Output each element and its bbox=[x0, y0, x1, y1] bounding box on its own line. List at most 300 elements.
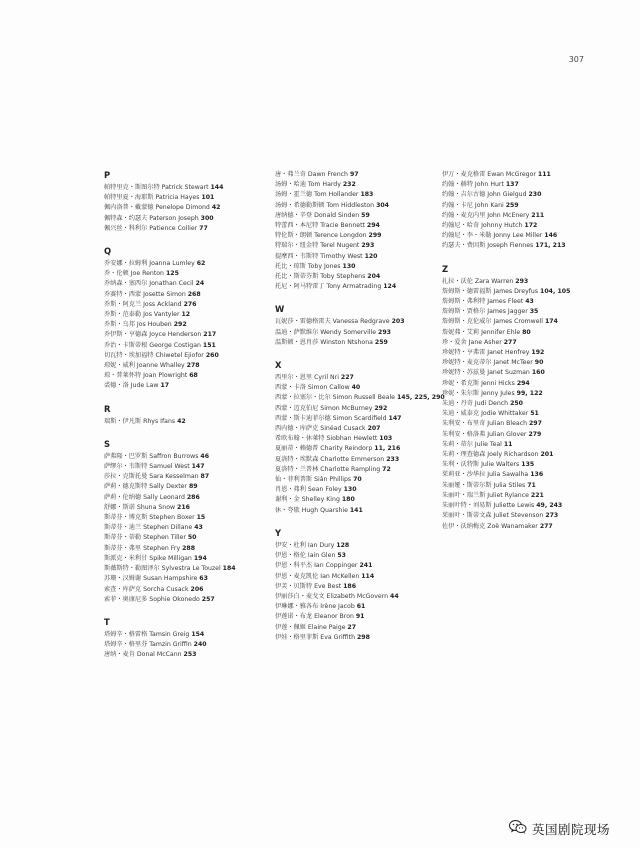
entry-pages: 87 bbox=[200, 473, 210, 481]
entry-name: 约翰・麦克内里 John McEnery bbox=[442, 211, 530, 219]
entry-name: 斯蒂芬・弗里 Stephen Fry bbox=[104, 544, 181, 552]
entry-pages: 53 bbox=[337, 552, 346, 560]
entry-name: 裘德・洛 Jude Law bbox=[104, 382, 159, 390]
index-entry bbox=[104, 554, 274, 564]
index-entry bbox=[442, 307, 592, 317]
index-entry bbox=[275, 495, 451, 505]
index-entry bbox=[275, 633, 451, 643]
entry-pages: 294 bbox=[516, 379, 530, 387]
index-section bbox=[104, 404, 274, 427]
entry-name: 约瑟夫・费因斯 Joseph Fiennes bbox=[442, 242, 534, 250]
index-column-3 bbox=[442, 170, 592, 544]
entry-name: 扎拉・沃伦 Zara Warren bbox=[442, 277, 514, 285]
entry-pages: 70 bbox=[353, 476, 362, 484]
entry-name: 珍・爱舍 Jane Asher bbox=[442, 338, 502, 346]
index-entry bbox=[104, 574, 274, 584]
index-entry bbox=[275, 424, 451, 434]
entry-pages: 233 bbox=[386, 455, 400, 463]
entry-pages: 141 bbox=[349, 506, 363, 514]
index-entry bbox=[104, 630, 274, 640]
index-entry bbox=[442, 368, 592, 378]
index-entry bbox=[275, 475, 451, 485]
index-entry bbox=[275, 211, 451, 221]
entry-pages: 44 bbox=[390, 592, 399, 600]
entry-name: 莎拉・克斯托曼 Sara Kesselman bbox=[104, 473, 199, 481]
entry-name: 瓦妮莎・雷德格雷夫 Vanessa Redgrave bbox=[275, 318, 390, 326]
index-entry bbox=[442, 180, 592, 190]
index-entry bbox=[442, 287, 592, 297]
index-entry bbox=[104, 224, 274, 234]
entry-pages: 232 bbox=[342, 181, 356, 189]
entry-name: 特蕾西・本尼特 Tracie Bennett bbox=[275, 222, 365, 230]
entry-name: 朱利安・布里奇 Julian Bleach bbox=[442, 420, 528, 428]
entry-pages: 292 bbox=[374, 404, 388, 412]
entry-pages: 51 bbox=[530, 410, 539, 418]
entry-name: 伊万・麦克格雷 Ewan McGregor bbox=[442, 171, 536, 178]
entry-pages: 174 bbox=[544, 318, 558, 326]
entry-name: 乔・伦顿 Joe Renton bbox=[104, 270, 164, 278]
entry-name: 詹姆斯・贾格尔 James Jagger bbox=[442, 308, 528, 316]
entry-name: 佐伊・沃纳梅克 Zoë Wanamaker bbox=[442, 522, 538, 530]
index-entry bbox=[275, 623, 451, 633]
index-entry bbox=[442, 511, 592, 521]
entry-pages: 136 bbox=[530, 471, 544, 479]
entry-name: 朱利安・格洛弗 Julian Glover bbox=[442, 430, 527, 438]
entry-pages: 40 bbox=[351, 384, 361, 392]
index-entry bbox=[442, 481, 592, 491]
entry-name: 提摩西・韦斯特 Timothy West bbox=[275, 252, 363, 260]
entry-pages: 257 bbox=[201, 595, 215, 603]
entry-name: 伊琳娜・雅各布 Irène Jacob bbox=[275, 603, 355, 611]
entry-pages: 259 bbox=[374, 338, 388, 346]
index-entry bbox=[442, 231, 592, 241]
entry-pages: 300 bbox=[200, 214, 214, 222]
entry-pages: 293 bbox=[378, 328, 391, 336]
entry-name: 琼・普莱怀特 Joan Plowright bbox=[104, 372, 188, 380]
entry-pages: 15 bbox=[196, 514, 206, 522]
entry-name: 斯派克・米利甘 Spike Milligan bbox=[104, 554, 192, 562]
entry-name: 詹姆斯・弗利特 James Fleet bbox=[442, 298, 524, 306]
entry-name: 朱利・沃特斯 Julie Walters bbox=[442, 461, 520, 469]
index-entry bbox=[104, 585, 274, 595]
entry-name: 休・夸歇 Hugh Quarshie bbox=[275, 506, 348, 514]
entry-name: 苏珊・汉姆谢 Susan Hampshire bbox=[104, 575, 198, 583]
entry-pages: 97 bbox=[349, 171, 359, 178]
index-entry bbox=[104, 523, 274, 533]
index-entry bbox=[442, 491, 592, 501]
entry-pages: 268 bbox=[187, 290, 201, 298]
entry-name: 斯蒂芬・蒂勒 Stephen Tiller bbox=[104, 534, 186, 542]
entry-pages: 103 bbox=[379, 435, 393, 443]
entry-pages: 130 bbox=[342, 262, 356, 270]
entry-pages: 203 bbox=[391, 318, 405, 326]
index-entry bbox=[442, 379, 592, 389]
entry-name: 希欧布翰・休莱特 Siobhan Hewlett bbox=[275, 435, 378, 443]
section-letter: R bbox=[104, 403, 111, 414]
entry-name: 索查・库萨克 Sorcha Cusack bbox=[104, 585, 189, 593]
entry-pages: 114 bbox=[361, 572, 375, 580]
index-entry bbox=[275, 612, 451, 622]
index-entry bbox=[442, 399, 592, 409]
entry-pages: 241 bbox=[359, 562, 373, 570]
entry-name: 朱丽娅・斯蒂尔斯 Julia Stiles bbox=[442, 481, 526, 489]
entry-name: 夏丽蒂・赖德普 Charity Reindorp bbox=[275, 445, 373, 453]
entry-pages: 89 bbox=[188, 483, 198, 491]
index-entry bbox=[275, 231, 451, 241]
entry-name: 琼妮・威利 Joanne Whalley bbox=[104, 362, 185, 370]
entry-name: 唐纳德・辛登 Donald Sinden bbox=[275, 211, 360, 219]
entry-name: 詹妮弗・艾莉 Jennifer Ehle bbox=[442, 328, 521, 336]
index-section bbox=[275, 528, 451, 643]
entry-name: 佩兴丝・科利尔 Patience Collier bbox=[104, 224, 198, 232]
entry-pages: 227 bbox=[340, 374, 354, 382]
entry-name: 珍妮特・苏兹曼 Janet Suzman bbox=[442, 369, 530, 377]
index-entry bbox=[275, 190, 451, 200]
entry-name: 乔斯・范泰勒 Jos Vantyler bbox=[104, 311, 180, 319]
index-section bbox=[104, 170, 274, 234]
footer-watermark bbox=[508, 819, 610, 838]
index-section bbox=[104, 617, 274, 661]
entry-pages: 172 bbox=[524, 222, 538, 230]
entry-name: 乔斯・阿克兰 Joss Ackland bbox=[104, 300, 182, 308]
entry-name: 伊莲诺・布龙 Eleanor Bron bbox=[275, 613, 354, 621]
entry-name: 特瑞尔・纽金特 Terel Nugent bbox=[275, 242, 360, 250]
index-entry bbox=[275, 551, 451, 561]
entry-pages: 120 bbox=[364, 252, 378, 260]
entry-name: 汤姆・哈迪 Tom Hardy bbox=[275, 181, 341, 189]
entry-name: 夏洛特・兰普林 Charlotte Rampling bbox=[275, 465, 381, 473]
index-entry bbox=[442, 241, 592, 251]
entry-name: 乔伊斯・亨德森 Joyce Henderson bbox=[104, 331, 202, 339]
entry-name: 伊芙・贝斯特 Eve Best bbox=[275, 582, 342, 590]
index-entry bbox=[275, 602, 451, 612]
section-letter: S bbox=[104, 438, 111, 449]
index-entry bbox=[104, 452, 274, 462]
entry-pages: 17 bbox=[160, 382, 170, 390]
index-entry bbox=[442, 358, 592, 368]
entry-pages: 71 bbox=[527, 481, 536, 489]
entry-pages: 278 bbox=[186, 362, 200, 370]
index-entry bbox=[104, 462, 274, 472]
footer-text: 英国剧院现场 bbox=[532, 821, 611, 837]
entry-name: 斯薇斯特・勒图泽尔 Sylvestra Le Touzel bbox=[104, 565, 221, 573]
entry-name: 萨缪尔・韦斯特 Samuel West bbox=[104, 463, 190, 471]
index-entry bbox=[104, 417, 274, 427]
index-entry bbox=[104, 320, 274, 330]
index-entry bbox=[104, 269, 274, 279]
index-entry bbox=[442, 170, 592, 180]
entry-name: 温迪・萨默维尔 Wendy Somerville bbox=[275, 328, 377, 336]
entry-pages: 11 bbox=[503, 440, 513, 448]
entry-pages: 145, 225, 290 bbox=[396, 394, 445, 402]
entry-name: 伊恩・科平杰 Ian Coppinger bbox=[275, 562, 358, 570]
entry-name: 朱丽叶特・刘易斯 Juliette Lewis bbox=[442, 502, 535, 510]
entry-name: 詹姆斯・德雷福斯 James Dreyfus bbox=[442, 287, 539, 295]
entry-pages: 42 bbox=[177, 417, 186, 425]
entry-pages: 240 bbox=[193, 641, 207, 649]
entry-pages: 192 bbox=[531, 349, 545, 357]
entry-pages: 61 bbox=[356, 603, 366, 611]
index-entry bbox=[442, 419, 592, 429]
entry-name: 朱莉・理查德森 Joely Richardson bbox=[442, 451, 539, 459]
entry-name: 谢利・金 Shelley King bbox=[275, 496, 340, 504]
index-entry bbox=[442, 297, 592, 307]
entry-name: 乔赛特・西蒙 Josette Simon bbox=[104, 290, 186, 298]
section-letter: P bbox=[104, 170, 111, 180]
index-entry bbox=[442, 277, 592, 287]
entry-name: 乔纳森・塞西尔 Jonathan Cecil bbox=[104, 280, 194, 288]
entry-pages: 206 bbox=[190, 585, 204, 593]
index-entry bbox=[275, 282, 451, 292]
index-section bbox=[275, 304, 451, 348]
entry-pages: 46 bbox=[200, 452, 210, 460]
entry-pages: 160 bbox=[531, 369, 545, 377]
entry-pages: 12 bbox=[181, 311, 191, 319]
entry-pages: 286 bbox=[186, 493, 200, 501]
entry-name: 帕特里克・斯图尔特 Patrick Stewart bbox=[104, 184, 209, 191]
index-entry bbox=[275, 221, 451, 231]
index-entry bbox=[104, 513, 274, 523]
entry-name: 西蒙・斯卡迪菲尔德 Simon Scardifield bbox=[275, 414, 387, 422]
entry-name: 斯蒂芬・博克斯 Stephen Boxer bbox=[104, 514, 195, 522]
entry-pages: 35 bbox=[529, 308, 539, 316]
entry-name: 乔斯・乌邦 Jos Houben bbox=[104, 321, 172, 329]
index-entry bbox=[275, 272, 451, 282]
entry-name: 约翰尼・哈奇 Johnny Hutch bbox=[442, 222, 523, 230]
entry-name: 佩特森・约瑟夫 Paterson Joseph bbox=[104, 214, 199, 222]
entry-pages: 299 bbox=[368, 232, 382, 240]
entry-pages: 217 bbox=[203, 331, 217, 339]
index-entry bbox=[104, 564, 274, 574]
entry-name: 唐・弗兰奇 Dawn French bbox=[275, 171, 348, 178]
entry-pages: 259 bbox=[505, 201, 519, 209]
entry-name: 乔治・卡斯蒂根 George Costigan bbox=[104, 341, 201, 349]
index-entry bbox=[104, 310, 274, 320]
entry-pages: 124 bbox=[383, 283, 397, 291]
entry-name: 西蒙・迈克伯尼 Simon McBurney bbox=[275, 404, 373, 412]
index-entry bbox=[104, 330, 274, 340]
entry-name: 汤姆・霍兰德 Tom Hollander bbox=[275, 191, 359, 199]
entry-name: 伊莲・佩姬 Elaine Paige bbox=[275, 623, 346, 631]
entry-pages: 146 bbox=[544, 232, 558, 240]
entry-pages: 99, 122 bbox=[516, 389, 543, 397]
entry-pages: 147 bbox=[388, 414, 402, 422]
index-entry bbox=[275, 572, 451, 582]
entry-pages: 68 bbox=[189, 372, 198, 380]
entry-pages: 59 bbox=[361, 211, 370, 219]
index-entry bbox=[275, 485, 451, 495]
entry-pages: 27 bbox=[347, 623, 357, 631]
entry-name: 茱丽叶・斯蒂文森 Juliet Stevenson bbox=[442, 512, 544, 520]
entry-name: 切瓦特・埃加福特 Chiwetel Ejiofor bbox=[104, 351, 204, 359]
entry-pages: 292 bbox=[173, 321, 187, 329]
entry-pages: 50 bbox=[187, 534, 197, 542]
entry-name: 塔姆辛・格里芬 Tamzin Griffin bbox=[104, 641, 192, 649]
entry-name: 瑞斯・伊凡斯 Rhys Ifans bbox=[104, 417, 176, 425]
wechat-icon bbox=[508, 819, 528, 838]
index-section bbox=[104, 246, 274, 392]
index-entry bbox=[104, 183, 274, 193]
entry-pages: 293 bbox=[361, 242, 375, 250]
entry-pages: 144 bbox=[210, 184, 224, 191]
entry-pages: 91 bbox=[355, 613, 365, 621]
index-section bbox=[275, 360, 451, 516]
entry-pages: 171, 213 bbox=[535, 242, 566, 250]
entry-name: 伊丽莎白・麦戈文 Elizabeth McGovern bbox=[275, 592, 389, 600]
entry-name: 约翰・吉尔古德 John Gielgud bbox=[442, 191, 527, 199]
index-entry bbox=[275, 414, 451, 424]
entry-name: 西蒙・拉塞尔・比尔 Simon Russell Beale bbox=[275, 394, 395, 402]
entry-pages: 288 bbox=[182, 544, 196, 552]
entry-name: 詹姆斯・克伦威尔 James Cromwell bbox=[442, 318, 543, 326]
index-entry bbox=[275, 170, 451, 180]
index-entry bbox=[275, 404, 451, 414]
entry-pages: 11, 216 bbox=[374, 445, 401, 453]
section-letter: T bbox=[104, 616, 110, 627]
index-entry bbox=[104, 544, 274, 554]
entry-name: 西里尔・恩里 Cyril Nri bbox=[275, 374, 339, 382]
entry-pages: 43 bbox=[194, 524, 203, 532]
entry-name: 温斯顿・恩肖莎 Winston Ntshona bbox=[275, 338, 373, 346]
entry-pages: 297 bbox=[529, 420, 542, 428]
entry-pages: 216 bbox=[177, 503, 190, 511]
index-entry bbox=[104, 371, 274, 381]
entry-pages: 180 bbox=[341, 496, 355, 504]
entry-pages: 207 bbox=[367, 425, 381, 433]
index-entry bbox=[442, 190, 592, 200]
index-entry bbox=[442, 501, 592, 511]
entry-pages: 90 bbox=[534, 359, 544, 367]
entry-name: 伊娃・格里菲斯 Eva Griffith bbox=[275, 633, 355, 641]
index-entry bbox=[275, 561, 451, 571]
entry-pages: 62 bbox=[196, 260, 206, 268]
entry-pages: 273 bbox=[545, 512, 559, 520]
index-entry bbox=[442, 317, 592, 327]
entry-pages: 101 bbox=[201, 194, 215, 202]
entry-name: 斯蒂芬・迪兰 Stephen Dillane bbox=[104, 524, 193, 532]
index-entry bbox=[104, 214, 274, 224]
entry-pages: 63 bbox=[199, 575, 208, 583]
entry-name: 朱迪・威泰克 Jodie Whittaker bbox=[442, 410, 529, 418]
entry-name: 伊恩・麦克凯伦 Ian McKellen bbox=[275, 572, 360, 580]
index-section bbox=[442, 170, 592, 252]
entry-name: 西内德・库萨克 Sinéad Cusack bbox=[275, 425, 366, 433]
entry-pages: 253 bbox=[183, 651, 197, 659]
index-entry bbox=[104, 203, 274, 213]
index-entry bbox=[104, 482, 274, 492]
section-letter: Q bbox=[104, 246, 112, 257]
index-entry bbox=[275, 328, 451, 338]
entry-pages: 77 bbox=[199, 224, 208, 232]
index-entry bbox=[104, 533, 274, 543]
index-entry bbox=[104, 381, 274, 391]
entry-name: 舒娜・斯诺 Shuna Snow bbox=[104, 503, 176, 511]
index-entry bbox=[275, 338, 451, 348]
entry-pages: 137 bbox=[505, 181, 519, 189]
entry-pages: 154 bbox=[191, 630, 205, 638]
index-entry bbox=[104, 650, 274, 660]
entry-pages: 104, 105 bbox=[540, 287, 571, 295]
entry-pages: 276 bbox=[183, 300, 197, 308]
index-section bbox=[104, 439, 274, 605]
entry-pages: 194 bbox=[193, 554, 207, 562]
index-entry bbox=[275, 465, 451, 475]
index-entry bbox=[104, 595, 274, 605]
entry-pages: 125 bbox=[165, 270, 179, 278]
entry-pages: 294 bbox=[366, 222, 380, 230]
entry-name: 塔姆辛・格雷格 Tamsin Greig bbox=[104, 630, 190, 638]
entry-pages: 304 bbox=[376, 201, 389, 209]
index-entry bbox=[275, 252, 451, 262]
index-entry bbox=[275, 201, 451, 211]
entry-name: 珍妮特・亨弗雷 Janet Henfrey bbox=[442, 349, 530, 357]
index-entry bbox=[442, 460, 592, 470]
index-entry bbox=[442, 338, 592, 348]
entry-name: 托尼・阿马特雷丁 Tony Armatrading bbox=[275, 283, 382, 291]
entry-name: 索菲・奥康尼多 Sophie Okonedo bbox=[104, 595, 200, 603]
entry-pages: 184 bbox=[222, 565, 236, 573]
index-entry bbox=[104, 503, 274, 513]
entry-pages: 111 bbox=[537, 171, 551, 178]
index-entry bbox=[104, 279, 274, 289]
entry-pages: 49, 243 bbox=[536, 502, 563, 510]
entry-pages: 279 bbox=[528, 430, 542, 438]
entry-name: 乔安娜・拉姆利 Joanna Lumley bbox=[104, 260, 195, 268]
entry-name: 萨莉・伦纳德 Sally Leonard bbox=[104, 493, 185, 501]
index-entry bbox=[104, 361, 274, 371]
index-entry bbox=[275, 383, 451, 393]
entry-pages: 221 bbox=[530, 491, 544, 499]
index-entry bbox=[275, 506, 451, 516]
entry-name: 特伦斯・朗顿 Terence Longdon bbox=[275, 232, 367, 240]
index-entry bbox=[275, 317, 451, 327]
entry-pages: 151 bbox=[202, 341, 216, 349]
entry-name: 茱莉亚・沙华拉 Julia Sawalha bbox=[442, 471, 529, 479]
index-entry bbox=[442, 389, 592, 399]
entry-name: 萨莉・德克斯特 Sally Dexter bbox=[104, 483, 187, 491]
entry-name: 仙・菲利普斯 Siân Phillips bbox=[275, 476, 352, 484]
entry-name: 珍妮・希克斯 Jenni Hicks bbox=[442, 379, 515, 387]
index-entry bbox=[104, 341, 274, 351]
entry-pages: 24 bbox=[195, 280, 205, 288]
entry-pages: 80 bbox=[522, 328, 531, 336]
section-letter: X bbox=[275, 360, 282, 371]
entry-pages: 183 bbox=[360, 191, 374, 199]
entry-pages: 43 bbox=[525, 298, 534, 306]
index-section bbox=[275, 170, 451, 292]
entry-pages: 260 bbox=[205, 351, 219, 359]
entry-name: 托比・琼斯 Toby Jones bbox=[275, 262, 341, 270]
entry-pages: 230 bbox=[528, 191, 542, 199]
entry-name: 朱迪・丹奇 Judi Dench bbox=[442, 400, 509, 408]
index-entry bbox=[275, 373, 451, 383]
entry-pages: 135 bbox=[521, 461, 535, 469]
entry-pages: 298 bbox=[356, 633, 370, 641]
entry-pages: 128 bbox=[336, 541, 350, 549]
index-entry bbox=[442, 440, 592, 450]
index-entry bbox=[104, 290, 274, 300]
entry-name: 朱丽叶・瑞兰斯 Juliet Rylance bbox=[442, 491, 529, 499]
index-entry bbox=[442, 221, 592, 231]
section-letter: W bbox=[275, 304, 285, 315]
index-entry bbox=[442, 211, 592, 221]
entry-name: 佩内洛普・戴蒙德 Penelope Dimond bbox=[104, 204, 210, 212]
index-entry bbox=[442, 470, 592, 480]
index-entry bbox=[275, 444, 451, 454]
index-section bbox=[442, 264, 592, 532]
entry-name: 唐纳・麦肯 Donal McCann bbox=[104, 651, 182, 659]
page-number: 307 bbox=[568, 55, 584, 64]
